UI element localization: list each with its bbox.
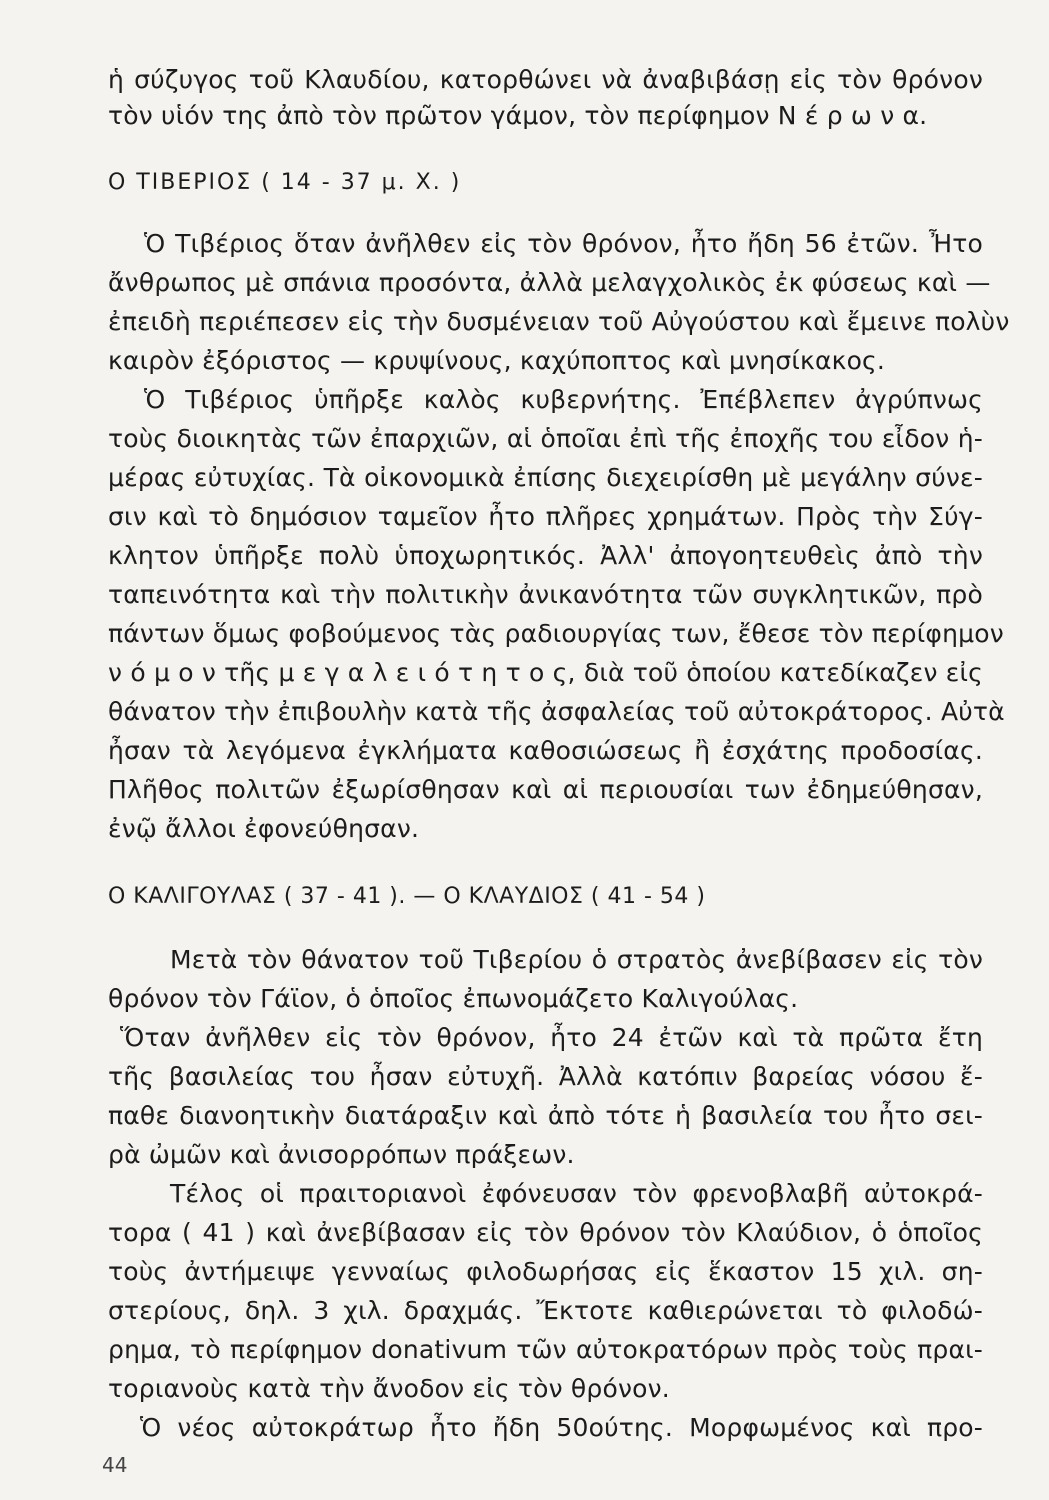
paragraph-line: θάνατον τὴν ἐπιβουλὴν κατὰ τῆς ἀσφαλείας τοῦ αὐτοκράτορος. Αὐτὰ [108, 697, 1005, 726]
section-heading-caligula-claudius: Ο ΚΑΛΙΓΟΥΛΑΣ ( 37 - 41 ). — Ο ΚΛΑΥΔΙΟΣ ( 41 - 54 ) [108, 884, 706, 909]
paragraph-line: κλητον ὑπῆρξε πολὺ ὑποχωρητικός. Ἀλλ' ἀπογοητευθεὶς ἀπὸ τὴν [108, 541, 983, 570]
paragraph-line: τοὺς διοικητὰς τῶν ἐπαρχιῶν, αἱ ὁποῖαι ἐπὶ τῆς ἐποχῆς του εἶδον ἡ- [108, 424, 983, 453]
paragraph-line: ἐπειδὴ περιέπεσεν εἰς τὴν δυσμένειαν τοῦ Αὐγούστου καὶ ἔμεινε πολὺν [108, 307, 1010, 336]
paragraph-line: ἐνῷ ἄλλοι ἐφονεύθησαν. [108, 814, 420, 843]
paragraph-line: Τέλος οἱ πραιτοριανοὶ ἐφόνευσαν τὸν φρενοβλαβῆ αὐτοκρά- [170, 1179, 983, 1208]
section-heading-tiberius: Ο ΤΙΒΕΡΙΟΣ ( 14 - 37 μ. Χ. ) [108, 170, 462, 195]
paragraph-line: ν ό μ ο ν τῆς μ ε γ α λ ε ι ό τ η τ ο ς, διὰ τοῦ ὁποίου κατεδίκαζεν εἰς [108, 658, 983, 687]
paragraph-line: Πλῆθος πολιτῶν ἐξωρίσθησαν καὶ αἱ περιουσίαι των ἐδημεύθησαν, [108, 775, 983, 804]
paragraph-line: Ὁ νέος αὐτοκράτωρ ἦτο ἤδη 50ούτης. Μορφωμένος καὶ προ- [140, 1413, 983, 1442]
intro-line-1: ἡ σύζυγος τοῦ Κλαυδίου, κατορθώνει νὰ ἀναβιβάσῃ εἰς τὸν θρόνον [108, 65, 983, 94]
paragraph-line: ταπεινότητα καὶ τὴν πολιτικὴν ἀνικανότητα τῶν συγκλητικῶν, πρὸ [108, 580, 983, 609]
paragraph-line: τῆς βασιλείας του ἦσαν εὐτυχῆ. Ἀλλὰ κατόπιν βαρείας νόσου ἔ- [108, 1062, 983, 1091]
paragraph-line: στερίους, δηλ. 3 χιλ. δραχμάς. Ἔκτοτε καθιερώνεται τὸ φιλοδώ- [108, 1296, 983, 1325]
page-number: 44 [102, 1453, 128, 1477]
paragraph-line: Ὅταν ἀνῆλθεν εἰς τὸν θρόνον, ἦτο 24 ἐτῶν καὶ τὰ πρῶτα ἔτη [120, 1023, 983, 1052]
paragraph-line: μέρας εὐτυχίας. Τὰ οἰκονομικὰ ἐπίσης διεχειρίσθη μὲ μεγάλην σύνε- [108, 463, 983, 492]
paragraph-line: παθε διανοητικὴν διατάραξιν καὶ ἀπὸ τότε ἡ βασιλεία του ἦτο σει- [108, 1101, 983, 1130]
paragraph-line: ρημα, τὸ περίφημον donativum τῶν αὐτοκρατόρων πρὸς τοὺς πραι- [108, 1335, 983, 1364]
paragraph-line: ἄνθρωπος μὲ σπάνια προσόντα, ἀλλὰ μελαγχολικὸς ἐκ φύσεως καὶ — [108, 268, 991, 297]
paragraph-line: Μετὰ τὸν θάνατον τοῦ Τιβερίου ὁ στρατὸς ἀνεβίβασεν εἰς τὸν [170, 945, 983, 974]
paragraph-line: τοὺς ἀντήμειψε γενναίως φιλοδωρήσας εἰς ἕκαστον 15 χιλ. ση- [108, 1257, 983, 1286]
paragraph-line: ρὰ ὠμῶν καὶ ἀνισορρόπων πράξεων. [108, 1140, 575, 1169]
paragraph-line: ἦσαν τὰ λεγόμενα ἐγκλήματα καθοσιώσεως ἢ ἐσχάτης προδοσίας. [108, 736, 983, 765]
paragraph-line: τορα ( 41 ) καὶ ἀνεβίβασαν εἰς τὸν θρόνον τὸν Κλαύδιον, ὁ ὁποῖος [108, 1218, 983, 1247]
intro-line-2: τὸν υἱόν της ἀπὸ τὸν πρῶτον γάμον, τὸν περίφημον Ν έ ρ ω ν α. [108, 101, 928, 130]
paragraph-line: Ὁ Τιβέριος ὅταν ἀνῆλθεν εἰς τὸν θρόνον, ἦτο ἤδη 56 ἐτῶν. Ἦτο [144, 229, 983, 258]
paragraph-line: θρόνον τὸν Γάϊον, ὁ ὁποῖος ἐπωνομάζετο Καλιγούλας. [108, 984, 799, 1013]
paragraph-line: καιρὸν ἐξόριστος — κρυψίνους, καχύποπτος καὶ μνησίκακος. [108, 346, 886, 375]
paragraph-line: πάντων ὅμως φοβούμενος τὰς ραδιουργίας των, ἔθεσε τὸν περίφημον [108, 619, 1004, 648]
paragraph-line: τοριανοὺς κατὰ τὴν ἄνοδον εἰς τὸν θρόνον. [108, 1374, 670, 1403]
paragraph-line: Ὁ Τιβέριος ὑπῆρξε καλὸς κυβερνήτης. Ἐπέβλεπεν ἀγρύπνως [144, 385, 983, 414]
paragraph-line: σιν καὶ τὸ δημόσιον ταμεῖον ἦτο πλῆρες χρημάτων. Πρὸς τὴν Σύγ- [108, 502, 983, 531]
